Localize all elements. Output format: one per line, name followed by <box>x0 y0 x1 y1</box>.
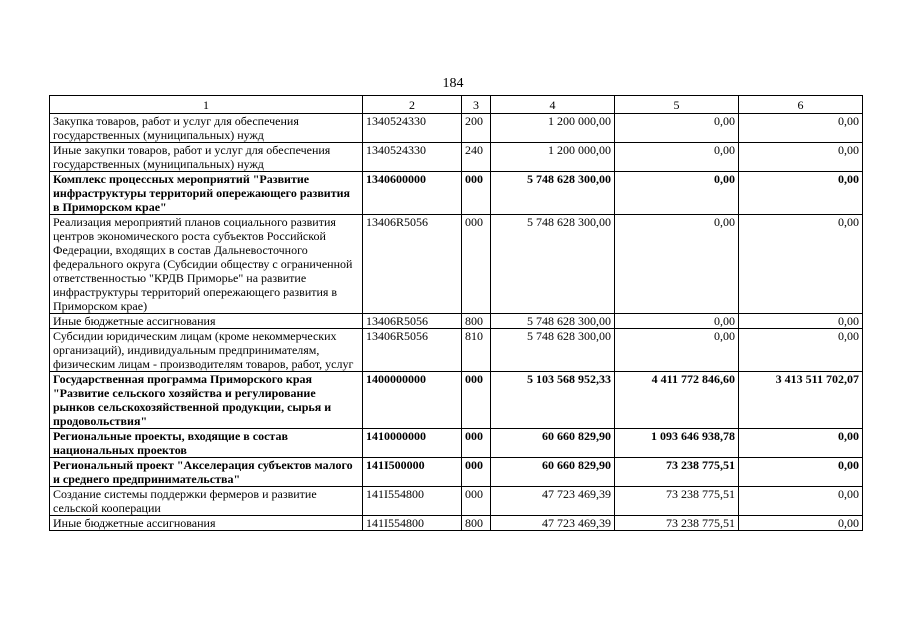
row-code-cell: 13406R5056 <box>363 314 462 329</box>
header-cell: 6 <box>739 96 863 114</box>
row-amount-cell: 0,00 <box>615 172 739 215</box>
row-code-cell: 13406R5056 <box>363 329 462 372</box>
table-row <box>50 314 863 329</box>
row-amount-cell: 0,00 <box>615 215 739 314</box>
row-amount-cell: 0,00 <box>739 314 863 329</box>
row-amount-cell: 73 238 775,51 <box>615 516 739 531</box>
row-amount-cell: 5 748 628 300,00 <box>491 314 615 329</box>
row-amount-cell: 0,00 <box>615 114 739 143</box>
row-name-cell: Реализация мероприятий планов социального развития центров экономического роста субъектов Российской Федерации, входящих в состав Дальневосточного федерального округа (Субсидии обществу с ограниченной ответственностью "КРДВ Приморье" на развитие инфраструктуры территорий опережающего развития в Приморском крае) <box>50 215 363 314</box>
row-name-cell: Региональный проект "Акселерация субъектов малого и среднего предпринимательства" <box>50 458 363 487</box>
row-expense-type-cell: 000 <box>462 372 491 429</box>
row-name-cell: Иные бюджетные ассигнования <box>50 516 363 531</box>
row-amount-cell: 0,00 <box>739 114 863 143</box>
row-amount-cell: 0,00 <box>739 172 863 215</box>
table-row <box>50 215 863 314</box>
row-amount-cell: 0,00 <box>739 143 863 172</box>
table-row <box>50 429 863 458</box>
header-cell: 3 <box>462 96 491 114</box>
row-expense-type-cell: 200 <box>462 114 491 143</box>
row-amount-cell: 1 200 000,00 <box>491 143 615 172</box>
row-amount-cell: 47 723 469,39 <box>491 487 615 516</box>
row-amount-cell: 0,00 <box>739 329 863 372</box>
row-amount-cell: 1 200 000,00 <box>491 114 615 143</box>
row-expense-type-cell: 800 <box>462 516 491 531</box>
row-code-cell: 1340524330 <box>363 114 462 143</box>
row-expense-type-cell: 240 <box>462 143 491 172</box>
row-amount-cell: 5 748 628 300,00 <box>491 215 615 314</box>
row-amount-cell: 4 411 772 846,60 <box>615 372 739 429</box>
row-amount-cell: 0,00 <box>739 516 863 531</box>
row-amount-cell: 0,00 <box>739 429 863 458</box>
row-amount-cell: 60 660 829,90 <box>491 429 615 458</box>
row-amount-cell: 0,00 <box>739 215 863 314</box>
header-cell: 2 <box>363 96 462 114</box>
row-code-cell: 141I554800 <box>363 516 462 531</box>
row-code-cell: 13406R5056 <box>363 215 462 314</box>
row-amount-cell: 60 660 829,90 <box>491 458 615 487</box>
table-body <box>50 114 863 531</box>
table-row <box>50 487 863 516</box>
page-number: 184 <box>442 76 464 91</box>
table-row <box>50 143 863 172</box>
table-row <box>50 372 863 429</box>
header-cell: 5 <box>615 96 739 114</box>
row-amount-cell: 5 103 568 952,33 <box>491 372 615 429</box>
row-amount-cell: 0,00 <box>615 143 739 172</box>
header-cell: 1 <box>50 96 363 114</box>
row-expense-type-cell: 000 <box>462 458 491 487</box>
row-name-cell: Иные бюджетные ассигнования <box>50 314 363 329</box>
row-amount-cell: 1 093 646 938,78 <box>615 429 739 458</box>
row-name-cell: Закупка товаров, работ и услуг для обеспечения государственных (муниципальных) нужд <box>50 114 363 143</box>
row-amount-cell: 0,00 <box>615 314 739 329</box>
row-expense-type-cell: 000 <box>462 172 491 215</box>
row-expense-type-cell: 810 <box>462 329 491 372</box>
row-name-cell: Субсидии юридическим лицам (кроме некоммерческих организаций), индивидуальным предпринимателям, физическим лицам - производителям товаров, работ, услуг <box>50 329 363 372</box>
row-amount-cell: 73 238 775,51 <box>615 458 739 487</box>
row-name-cell: Комплекс процессных мероприятий "Развитие инфраструктуры территорий опережающего развития в Приморском крае" <box>50 172 363 215</box>
row-expense-type-cell: 800 <box>462 314 491 329</box>
row-expense-type-cell: 000 <box>462 429 491 458</box>
row-code-cell: 1340524330 <box>363 143 462 172</box>
row-code-cell: 1400000000 <box>363 372 462 429</box>
table-header-row <box>50 96 863 114</box>
row-amount-cell: 0,00 <box>739 487 863 516</box>
row-code-cell: 141I500000 <box>363 458 462 487</box>
row-amount-cell: 0,00 <box>739 458 863 487</box>
row-amount-cell: 0,00 <box>615 329 739 372</box>
table-row <box>50 114 863 143</box>
table-row <box>50 458 863 487</box>
row-name-cell: Государственная программа Приморского края "Развитие сельского хозяйства и регулирование рынков сельскохозяйственной продукции, сырья и продовольствия" <box>50 372 363 429</box>
row-expense-type-cell: 000 <box>462 487 491 516</box>
table-row <box>50 172 863 215</box>
row-code-cell: 141I554800 <box>363 487 462 516</box>
row-amount-cell: 73 238 775,51 <box>615 487 739 516</box>
row-code-cell: 1340600000 <box>363 172 462 215</box>
row-amount-cell: 3 413 511 702,07 <box>739 372 863 429</box>
row-amount-cell: 47 723 469,39 <box>491 516 615 531</box>
row-amount-cell: 5 748 628 300,00 <box>491 329 615 372</box>
row-name-cell: Иные закупки товаров, работ и услуг для обеспечения государственных (муниципальных) нужд <box>50 143 363 172</box>
row-amount-cell: 5 748 628 300,00 <box>491 172 615 215</box>
table-row <box>50 329 863 372</box>
table-row <box>50 516 863 531</box>
header-cell: 4 <box>491 96 615 114</box>
row-expense-type-cell: 000 <box>462 215 491 314</box>
row-code-cell: 1410000000 <box>363 429 462 458</box>
budget-table <box>49 95 863 531</box>
row-name-cell: Создание системы поддержки фермеров и развитие сельской кооперации <box>50 487 363 516</box>
row-name-cell: Региональные проекты, входящие в состав национальных проектов <box>50 429 363 458</box>
